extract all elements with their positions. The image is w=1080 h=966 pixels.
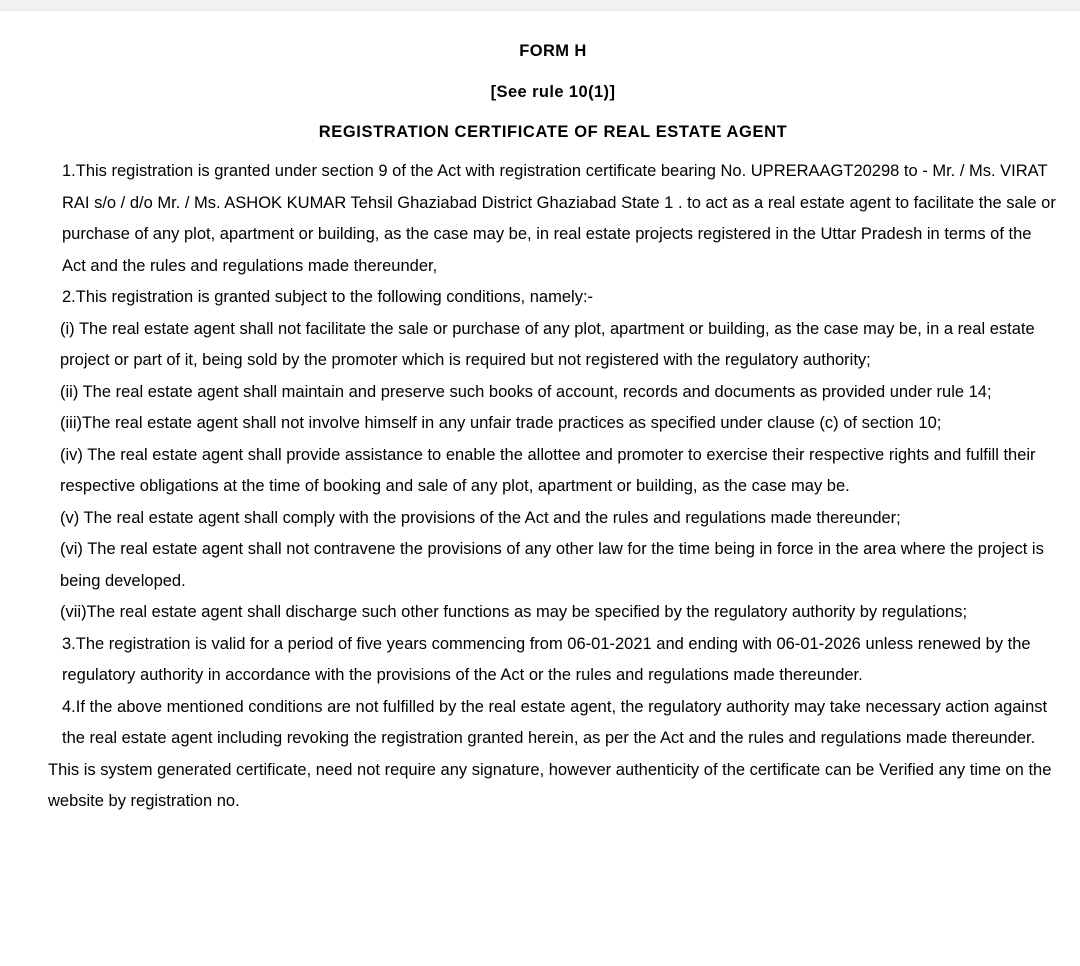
condition-v: (v) The real estate agent shall comply with the provisions of the Act and the rules and regulations made thereunder; [60,508,901,527]
clause-1: 1.This registration is granted under section 9 of the Act with registration certificate bearing No. UPRERAAGT20298 to - Mr. / Ms. VIRAT RAI s/o / d/o Mr. / Ms. ASHOK KUMAR Tehsil Ghaziabad District Ghaziabad State 1 . to act as a real estate agent to facilitate the sale or purchase of any plot, apartment or building, as the case may be, in real estate projects registered in the Uttar Pradesh in terms of the Act and the rules and regulations made thereunder, [62,162,1056,275]
condition-iv: (iv) The real estate agent shall provide assistance to enable the allottee and promoter to exercise their respective rights and fulfill their respective obligations at the time of booking and sale of any plot, apartment or building, as the case may be. [60,445,1036,496]
clause-4: 4.If the above mentioned conditions are not fulfilled by the real estate agent, the regulatory authority may take necessary action against the real estate agent including revoking the registration granted herein, as per the Act and the rules and regulations made thereunder. [62,697,1048,748]
clause-2-intro: 2.This registration is granted subject to the following conditions, namely:- [62,288,594,307]
condition-vi: (vi) The real estate agent shall not contravene the provisions of any other law for the time being in force in the area where the project is being developed. [60,540,1044,590]
certificate-body [0,10,1080,818]
form-rule-reference: [See rule 10(1)] [490,82,616,101]
closing-note: This is system generated certificate, need not require any signature, however authenticity of the certificate can be Verified any time on the website by registration no. [48,760,1052,811]
clause-3: 3.The registration is valid for a period of five years commencing from 06-01-2021 and ending with 06-01-2026 unless renewed by the regulatory authority in accordance with the provisions of the Act or the rules and regulations made thereunder. [62,634,1031,685]
condition-ii: (ii) The real estate agent shall maintain and preserve such books of account, records and documents as provided under rule 14; [60,382,992,401]
condition-iii: (iii)The real estate agent shall not involve himself in any unfair trade practices as specified under clause (c) of section 10; [60,414,942,433]
certificate-title-block [48,42,1058,142]
condition-vii: (vii)The real estate agent shall discharge such other functions as may be specified by the regulatory authority by regulations; [60,603,968,622]
condition-i: (i) The real estate agent shall not facilitate the sale or purchase of any plot, apartment or building, as the case may be, in a real estate project or part of it, being sold by the promoter which is required but not registered with the regulatory authority; [60,319,1035,370]
form-title: FORM H [519,42,587,60]
certificate-heading: REGISTRATION CERTIFICATE OF REAL ESTATE AGENT [318,122,788,141]
